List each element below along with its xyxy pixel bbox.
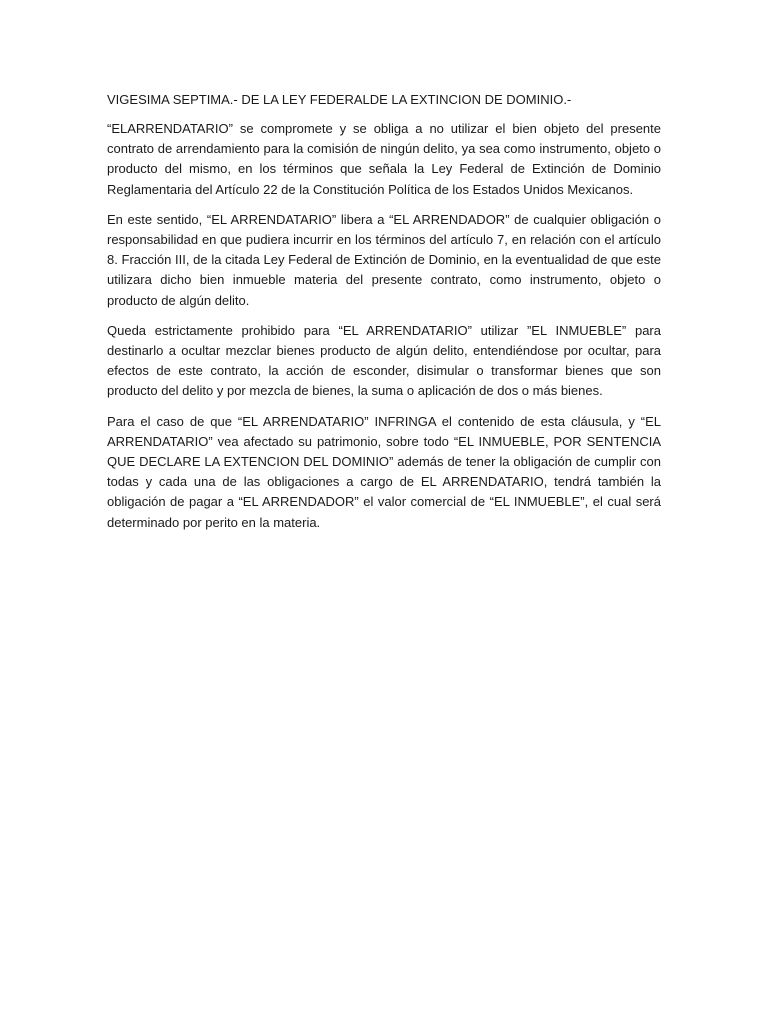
clause-heading: VIGESIMA SEPTIMA.- DE LA LEY FEDERALDE LA EXTINCION DE DOMINIO.- — [107, 92, 572, 107]
paragraph-1: “ELARRENDATARIO” se compromete y se obliga a no utilizar el bien objeto del presente contrato de arrendamiento para la comisión de ningún delito, ya sea como instrumento, objeto o producto del mismo, en los términos que señala la Ley Federal de Extinción de Dominio Reglamentaria del Artículo 22 de la Constitución Política de los Estados Unidos Mexicanos. — [107, 121, 661, 197]
document-page — [107, 90, 661, 543]
paragraph-4: Para el caso de que “EL ARRENDATARIO” INFRINGA el contenido de esta cláusula, y “EL ARRENDATARIO” vea afectado su patrimonio, sobre todo “EL INMUEBLE, POR SENTENCIA QUE DECLARE LA EXTENCION DEL DOMINIO” además de tener la obligación de cumplir con todas y cada una de las obligaciones a cargo de EL ARRENDATARIO, tendrá también la obligación de pagar a “EL ARRENDADOR” el valor comercial de “EL INMUEBLE”, el cual será determinado por perito en la materia. — [107, 413, 661, 530]
paragraph-2: En este sentido, “EL ARRENDATARIO” libera a “EL ARRENDADOR” de cualquier obligación o responsabilidad en que pudiera incurrir en los términos del artículo 7, en relación con el artículo 8. Fracción III, de la citada Ley Federal de Extinción de Dominio, en la eventualidad de que este utilizara dicho bien inmueble materia del presente contrato, como instrumento, objeto o producto de algún delito. — [107, 211, 661, 308]
paragraph-3: Queda estrictamente prohibido para “EL ARRENDATARIO” utilizar ”EL INMUEBLE” para destinarlo a ocultar mezclar bienes producto de algún delito, entendiéndose por ocultar, para efectos de este contrato, la acción de esconder, disimular o transformar bienes que son producto del delito y por mezcla de bienes, la suma o aplicación de dos o más bienes. — [107, 322, 661, 399]
